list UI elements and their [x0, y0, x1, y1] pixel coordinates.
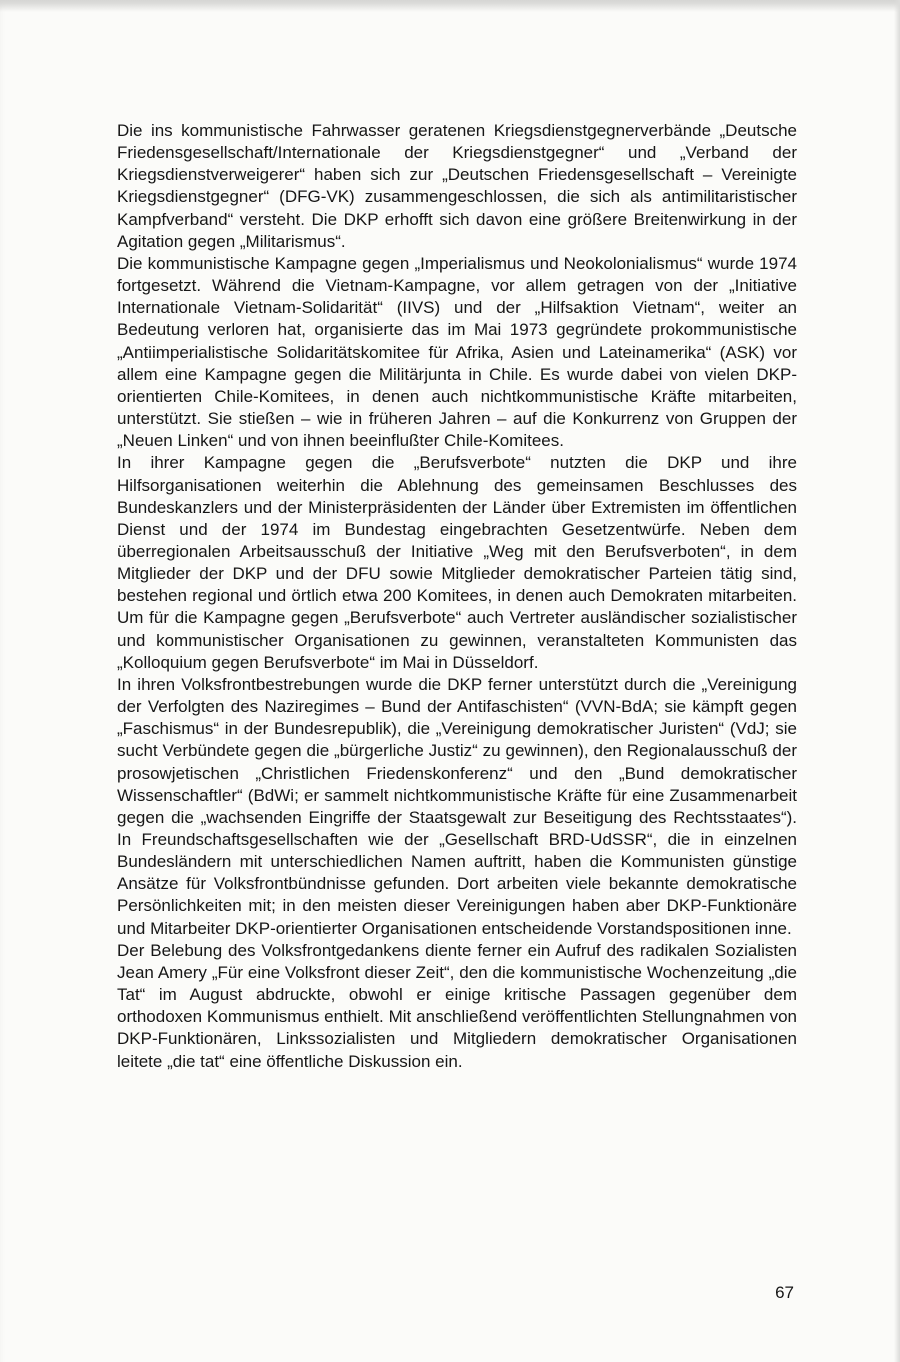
page-number: 67	[775, 1283, 794, 1302]
paragraph-dfg-vk: Die ins kommunistische Fahrwasser geratenen Kriegsdienstgegnerverbände „Deutsche Friedensgesellschaft/Internationale der Kriegsdienstgegner“ und „Verband der Kriegsdienstverweigerer“ haben sich zur „Deutschen Friedensgesellschaft – Vereinigte Kriegsdienstgegner“ (DFG-VK) zusammengeschlossen, die sich als antimilitaristischer Kampfverband“ versteht. Die DKP erhofft sich davon eine größere Breitenwirkung in der Agitation gegen „Militarismus“.	[117, 121, 797, 251]
paragraph-berufsverbote: In ihrer Kampagne gegen die „Berufsverbote“ nutzten die DKP und ihre Hilfsorganisationen weiterhin die Ablehnung des gemeinsamen Beschlusses des Bundeskanzlers und der Ministerpräsidenten der Länder über Extremisten im öffentlichen Dienst und der 1974 im Bundestag eingebrachten Gesetzentwürfe. Neben dem überregionalen Arbeitsausschuß der Initiative „Weg mit den Berufsverboten“, in dem Mitglieder der DKP und der DFU sowie Mitglieder demokratischer Parteien tätig sind, bestehen regional und örtlich etwa 200 Komitees, in denen auch Demokraten mitarbeiten. Um für die Kampagne gegen „Berufsverbote“ auch Vertreter ausländischer sozialistischer und kommunistischer Organisationen zu gewinnen, veranstalteten Kommunisten das „Kolloquium gegen Berufsverbote“ im Mai in Düsseldorf.	[117, 453, 797, 672]
scan-shadow-right	[894, 0, 900, 1362]
body-text	[117, 120, 797, 1073]
paragraph-imperialismus-kampagne: Die kommunistische Kampagne gegen „Imperialismus und Neokolonialismus“ wurde 1974 fortgesetzt. Während die Vietnam-Kampagne, vor allem getragen von der „Initiative Internationale Vietnam-Solidarität“ (IIVS) und der „Hilfsaktion Vietnam“, weiter an Bedeutung verloren hat, organisierte das im Mai 1973 gegründete prokommunistische „Antiimperialistische Solidaritätskomitee für Afrika, Asien und Lateinamerika“ (ASK) vor allem eine Kampagne gegen die Militärjunta in Chile. Es wurde dabei von vielen DKP-orientierten Chile-Komitees, in denen auch nichtkommunistische Kräfte mitarbeiten, unterstützt. Sie stießen – wie in früheren Jahren – auf die Konkurrenz von Gruppen der „Neuen Linken“ und von ihnen beeinflußter Chile-Komitees.	[117, 253, 797, 451]
scan-shadow-top	[0, 0, 900, 12]
paragraph-volksfront-aufruf: Der Belebung des Volksfrontgedankens diente ferner ein Aufruf des radikalen Sozialisten Jean Amery „Für eine Volksfront dieser Zeit“, den die kommunistische Wochenzeitung „die Tat“ im August abdruckte, obwohl er einige kritische Passagen gegenüber dem orthodoxen Kommunismus enthielt. Mit anschließend veröffentlichten Stellungnahmen von DKP-Funktionären, Linkssozialisten und Mitgliedern demokratischer Organisationen leitete „die tat“ eine öffentliche Diskussion ein.	[117, 940, 797, 1071]
paragraph-volksfront-organisationen: In ihren Volksfrontbestrebungen wurde die DKP ferner unterstützt durch die „Vereinigung der Verfolgten des Naziregimes – Bund der Antifaschisten“ (VVN-BdA; sie kämpft gegen „Faschismus“ in der Bundesrepublik), die „Vereinigung demokratischer Juristen“ (VdJ; sie sucht Verbündete gegen die „bürgerliche Justiz“ zu gewinnen), den Regionalausschuß der prosowjetischen „Christlichen Friedenskonferenz“ und den „Bund demokratischer Wissenschaftler“ (BdWi; er sammelt nichtkommunistische Kräfte für eine Zusammenarbeit gegen die „wachsenden Eingriffe der Staatsgewalt zur Beseitigung des Rechtsstaates“). In Freundschaftsgesellschaften wie der „Gesellschaft BRD-UdSSR“, die in einzelnen Bundesländern mit unterschiedlichen Namen auftritt, haben die Kommunisten günstige Ansätze für Volksfrontbündnisse gefunden. Dort arbeiten viele bekannte demokratische Persönlichkeiten mit; in den meisten dieser Vereinigungen haben aber DKP-Funktionäre und Mitarbeiter DKP-orientierter Organisationen entscheidende Vorstandspositionen inne.	[117, 674, 797, 938]
